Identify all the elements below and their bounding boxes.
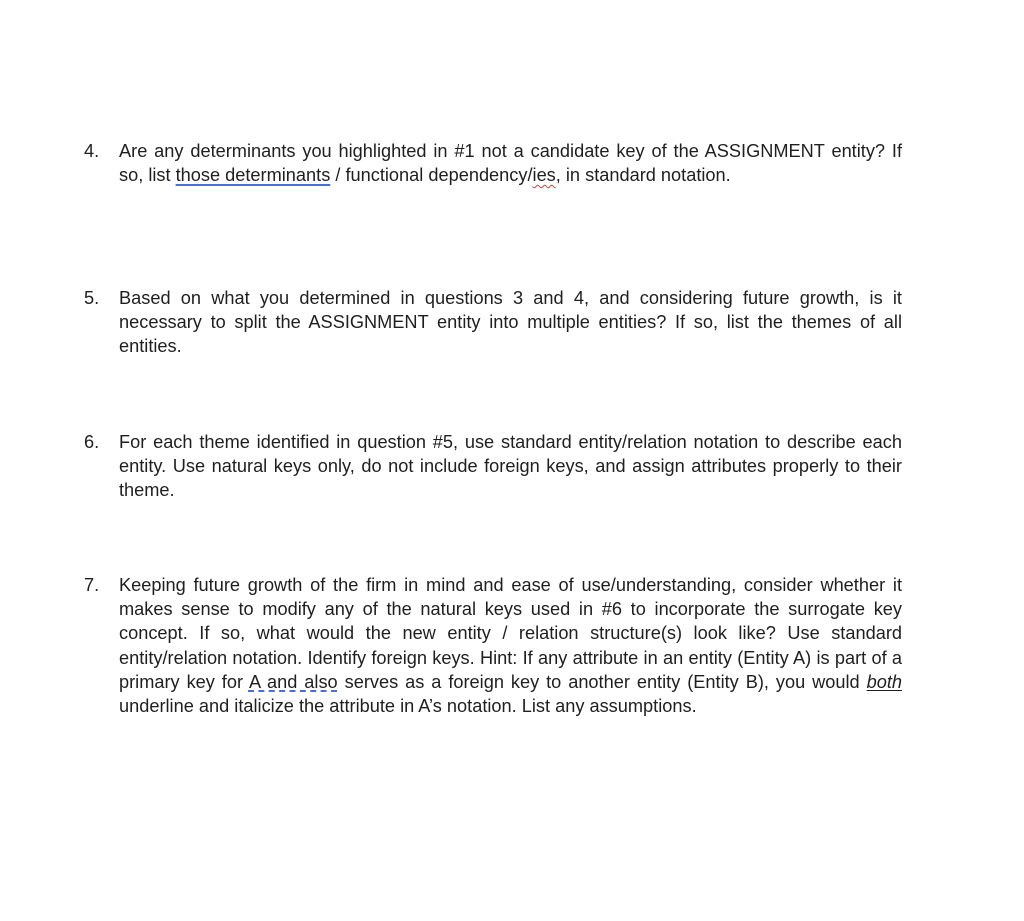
question-text-part: Keeping future growth of the firm in mind and ease of use/understanding, consider whether it makes sense to modify any of the natural keys used in #6 to incorporate the surrogate key concept. If so, what would the new entity / relation structure(s) look like? Use standard entity/relation notation. Identify foreign keys. Hint: If any attribute in an entity (Entity A) is part of a primary key for: [119, 575, 902, 692]
question-6: [84, 430, 902, 503]
question-4: [84, 139, 902, 187]
flagged-phrase: those determinants: [175, 165, 331, 186]
question-5: [84, 286, 902, 359]
question-text-part: Are any determinants you highlighted in #1 not a candidate key of the ASSIGNMENT entity? If so, list: [119, 141, 902, 186]
question-number: 6.: [84, 432, 100, 452]
question-text-part: , in standard notation.: [555, 165, 731, 186]
question-number: 5.: [84, 288, 100, 308]
question-text: [119, 573, 902, 718]
question-text: Based on what you determined in questions 3 and 4, and considering future growth, is it necessary to split the ASSIGNMENT entity into multiple entities? If so, list the themes of all entities.: [119, 288, 902, 357]
question-text-part: / functional dependency/: [330, 165, 533, 186]
emphasized-word: both: [866, 671, 903, 692]
question-7: [84, 573, 902, 718]
grammar-flagged-phrase: A and also: [248, 671, 338, 692]
question-text-part: serves as a foreign key to another entity (Entity B), you would: [337, 671, 867, 692]
question-text-part: underline and italicize the attribute in A’s notation. List any assumptions.: [119, 696, 697, 717]
question-number: 4.: [84, 141, 100, 161]
misspelled-word: ies: [532, 165, 556, 186]
question-text: [119, 139, 902, 187]
question-text: For each theme identified in question #5, use standard entity/relation notation to describe each entity. Use natural keys only, do not include foreign keys, and assign attributes properly to their theme.: [119, 432, 902, 501]
question-number: 7.: [84, 575, 100, 595]
